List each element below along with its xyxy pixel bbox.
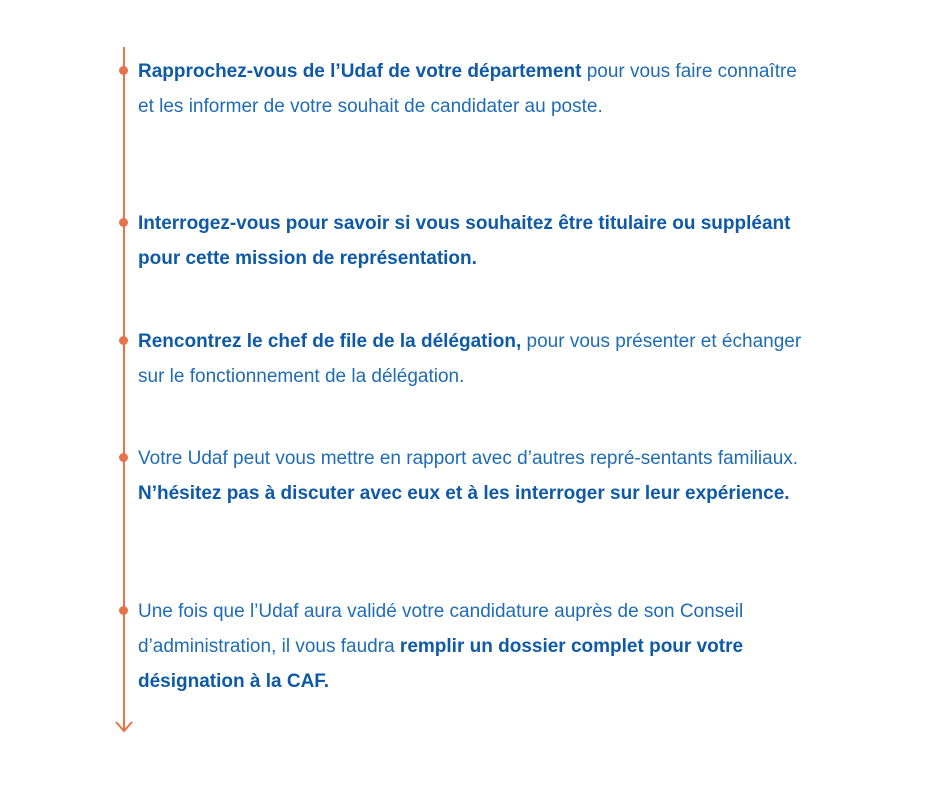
step-2-bold: Interrogez-vous pour savoir si vous souhaitez être titulaire ou suppléant pour cette mission de représentation. [138,213,791,269]
step-5-text [138,594,808,699]
step-4-text [138,441,808,511]
bullet-dot-icon [119,453,128,462]
step-4-bold: N’hésitez pas à discuter avec eux et à les interroger sur leur expérience. [138,483,790,504]
bullet-dot-icon [119,606,128,615]
step-3-text [138,324,808,394]
bullet-dot-icon [119,218,128,227]
bullet-dot-icon [119,66,128,75]
step-1-after: pour vous faire connaître et les informer de votre souhait de candidater au poste. [138,61,797,117]
step-5-bold: remplir un dossier complet pour votre désignation à la CAF. [138,636,744,692]
step-3-after: pour vous présenter et échanger sur le fonctionnement de la délégation. [138,331,802,387]
bullet-dot-icon [119,336,128,345]
arrow-down-icon [114,712,134,734]
step-3-bold: Rencontrez le chef de file de la délégation, [138,331,522,352]
step-4-before: Votre Udaf peut vous mettre en rapport avec d’autres repré-sentants familiaux. [138,448,799,469]
step-1-text [138,54,808,124]
step-1-bold: Rapprochez-vous de l’Udaf de votre département [138,61,582,82]
timeline-line [123,47,125,730]
step-5-before: Une fois que l’Udaf aura validé votre candidature auprès de son Conseil d’administration, il vous faudra [138,601,744,657]
step-2-text [138,206,808,276]
